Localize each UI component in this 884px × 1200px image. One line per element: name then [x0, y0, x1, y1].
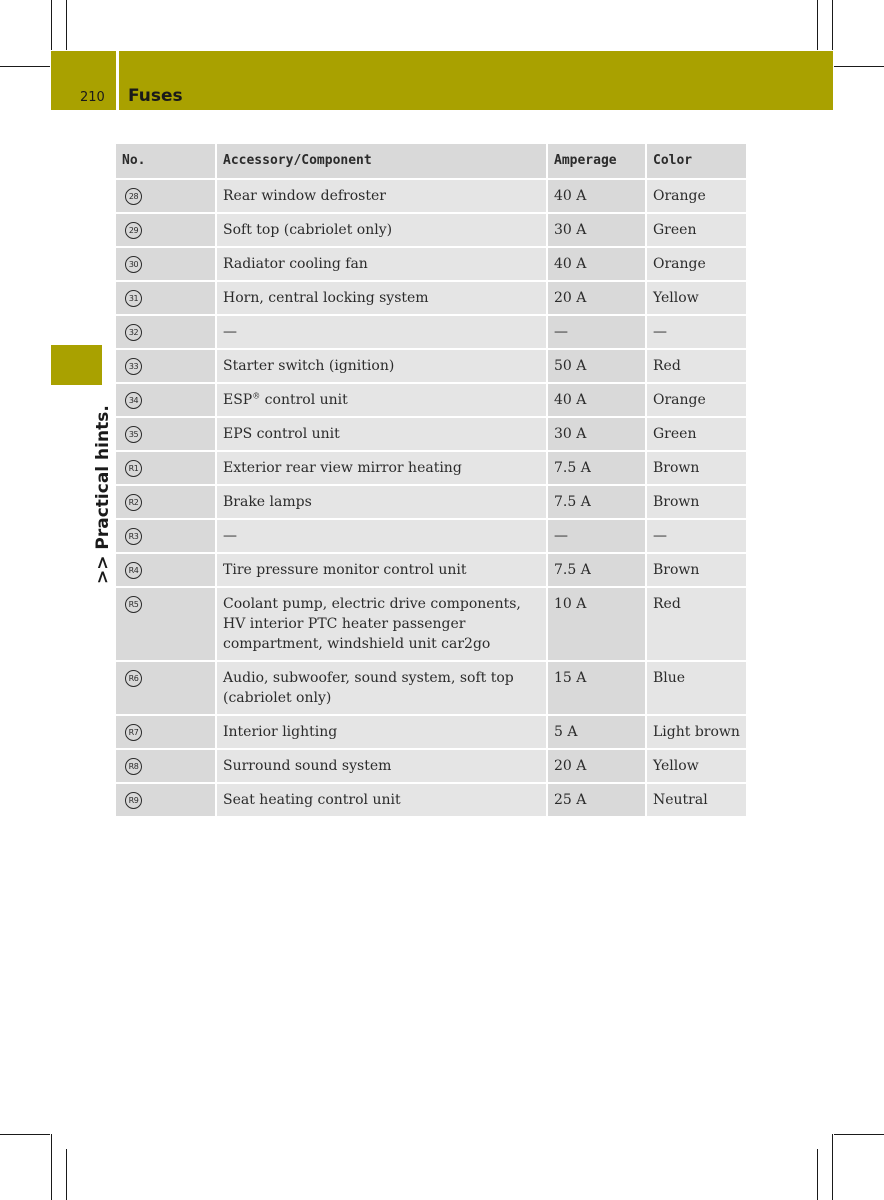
component-cell: Coolant pump, electric drive components, HV interior PTC heater passenger compartment, windshield unit car2go: [216, 587, 547, 661]
amperage-cell: 30 A: [547, 417, 646, 451]
component-cell: —: [216, 519, 547, 553]
crop-mark: [0, 1134, 50, 1135]
crop-mark: [51, 1134, 52, 1200]
amperage-cell: 25 A: [547, 783, 646, 817]
amperage-cell: —: [547, 519, 646, 553]
component-text-rest: control unit: [260, 392, 348, 408]
amperage-cell: 20 A: [547, 749, 646, 783]
table-row: [116, 451, 747, 485]
amperage-cell: 5 A: [547, 715, 646, 749]
fuse-table: [116, 142, 748, 818]
color-cell: Orange: [646, 179, 747, 213]
fuse-number-badge: 29: [125, 222, 142, 239]
component-cell: Seat heating control unit: [216, 783, 547, 817]
component-cell: Starter switch (ignition): [216, 349, 547, 383]
fuse-number-badge: 33: [125, 358, 142, 375]
fuse-number-badge: 31: [125, 290, 142, 307]
crop-mark: [834, 66, 884, 67]
component-text: ESP: [223, 392, 253, 408]
fuse-number-badge: R2: [125, 494, 142, 511]
amperage-cell: —: [547, 315, 646, 349]
component-cell: [216, 383, 547, 417]
amperage-cell: 20 A: [547, 281, 646, 315]
fuse-number-badge: R4: [125, 562, 142, 579]
color-cell: Orange: [646, 383, 747, 417]
table-row: [116, 179, 747, 213]
side-tab: [51, 345, 102, 385]
amperage-cell: 7.5 A: [547, 451, 646, 485]
component-cell: EPS control unit: [216, 417, 547, 451]
amperage-cell: 7.5 A: [547, 553, 646, 587]
fuse-number-badge: 34: [125, 392, 142, 409]
header-divider: [116, 51, 119, 110]
color-cell: Orange: [646, 247, 747, 281]
section-label: >> Practical hints.: [93, 405, 113, 584]
color-cell: Brown: [646, 553, 747, 587]
table-row: [116, 783, 747, 817]
component-cell: Radiator cooling fan: [216, 247, 547, 281]
column-header-no: No.: [116, 143, 216, 179]
table-row: [116, 315, 747, 349]
component-cell: Horn, central locking system: [216, 281, 547, 315]
color-cell: Yellow: [646, 281, 747, 315]
table-row: [116, 749, 747, 783]
amperage-cell: 10 A: [547, 587, 646, 661]
color-cell: Neutral: [646, 783, 747, 817]
component-cell: Audio, subwoofer, sound system, soft top (cabriolet only): [216, 661, 547, 715]
fuse-number-badge: R1: [125, 460, 142, 477]
color-cell: —: [646, 519, 747, 553]
fuse-number-badge: R7: [125, 724, 142, 741]
registered-mark: ®: [252, 391, 261, 401]
table-row: [116, 587, 747, 661]
color-cell: Green: [646, 417, 747, 451]
fuse-number-badge: 28: [125, 188, 142, 205]
color-cell: Yellow: [646, 749, 747, 783]
color-cell: Brown: [646, 451, 747, 485]
color-cell: Blue: [646, 661, 747, 715]
crop-mark: [0, 66, 50, 67]
component-cell: Brake lamps: [216, 485, 547, 519]
table-row: [116, 519, 747, 553]
amperage-cell: 50 A: [547, 349, 646, 383]
crop-mark: [817, 0, 818, 50]
crop-mark: [834, 1134, 884, 1135]
component-cell: Rear window defroster: [216, 179, 547, 213]
amperage-cell: 40 A: [547, 179, 646, 213]
crop-mark: [832, 1134, 833, 1200]
fuse-number-badge: 32: [125, 324, 142, 341]
amperage-cell: 40 A: [547, 247, 646, 281]
column-header-component: Accessory/Component: [216, 143, 547, 179]
fuse-number-badge: 35: [125, 426, 142, 443]
table-row: [116, 715, 747, 749]
component-cell: Interior lighting: [216, 715, 547, 749]
fuse-number-badge: R8: [125, 758, 142, 775]
component-cell: Surround sound system: [216, 749, 547, 783]
crop-mark: [832, 0, 833, 50]
table-row: [116, 417, 747, 451]
fuse-number-badge: R6: [125, 670, 142, 687]
page-title: Fuses: [128, 86, 183, 106]
table-row: [116, 349, 747, 383]
component-cell: Exterior rear view mirror heating: [216, 451, 547, 485]
column-header-color: Color: [646, 143, 747, 179]
column-header-amperage: Amperage: [547, 143, 646, 179]
table-row: [116, 661, 747, 715]
table-row: [116, 281, 747, 315]
crop-mark: [51, 0, 52, 50]
color-cell: —: [646, 315, 747, 349]
color-cell: Light brown: [646, 715, 747, 749]
component-cell: —: [216, 315, 547, 349]
component-cell: Soft top (cabriolet only): [216, 213, 547, 247]
fuse-number-badge: 30: [125, 256, 142, 273]
component-cell: Tire pressure monitor control unit: [216, 553, 547, 587]
table-row: [116, 485, 747, 519]
color-cell: Green: [646, 213, 747, 247]
amperage-cell: 40 A: [547, 383, 646, 417]
fuse-number-badge: R5: [125, 596, 142, 613]
fuse-number-badge: R3: [125, 528, 142, 545]
amperage-cell: 30 A: [547, 213, 646, 247]
amperage-cell: 7.5 A: [547, 485, 646, 519]
page-number: 210: [80, 90, 105, 105]
table-row: [116, 247, 747, 281]
table-row: [116, 383, 747, 417]
color-cell: Brown: [646, 485, 747, 519]
fuse-number-badge: R9: [125, 792, 142, 809]
amperage-cell: 15 A: [547, 661, 646, 715]
color-cell: Red: [646, 349, 747, 383]
table-header-row: [116, 143, 747, 179]
table-row: [116, 213, 747, 247]
crop-mark: [66, 1149, 67, 1200]
crop-mark: [817, 1149, 818, 1200]
color-cell: Red: [646, 587, 747, 661]
crop-mark: [66, 0, 67, 50]
table-row: [116, 553, 747, 587]
